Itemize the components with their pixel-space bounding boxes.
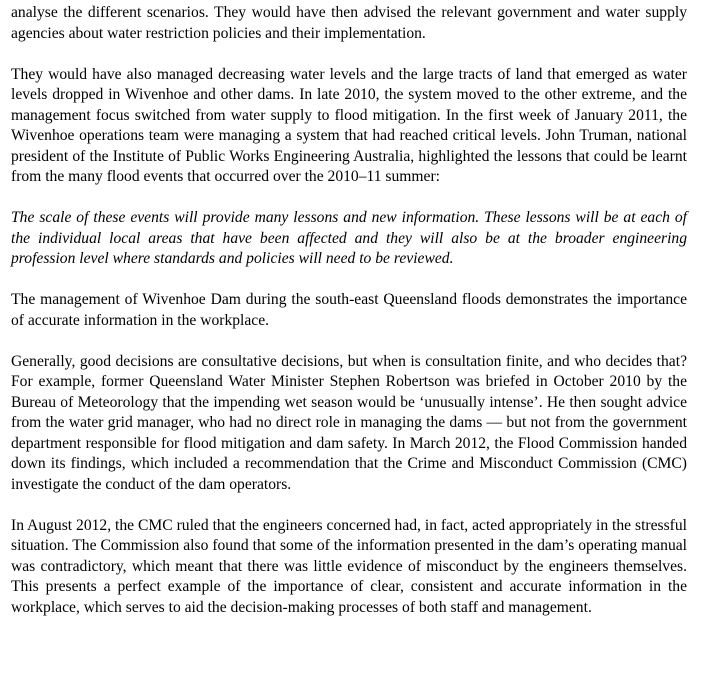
paragraph-wivenhoe-management: The management of Wivenhoe Dam during the south-east Queensland floods demonstrates the importance of accurate information in the workplace. [11, 291, 687, 329]
paragraph-scenarios: analyse the different scenarios. They would have then advised the relevant government and water supply agencies about water restriction policies and their implementation. [11, 4, 687, 42]
quote-john-truman: The scale of these events will provide many lessons and new information. These lessons will be at each of the individual local areas that have been affected and they will also be at the broader engineering profession level where standards and policies will need to be reviewed. [11, 209, 687, 267]
paragraph-consultative-decisions: Generally, good decisions are consultative decisions, but when is consultation finite, and who decides that? For example, former Queensland Water Minister Stephen Robertson was briefed in October 2010 by the Bureau of Meteorology that the impending wet season would be ‘unusually intense’. He then sought advice from the water grid manager, who had no direct role in managing the dams — but not from the government department responsible for flood mitigation and dam safety. In March 2012, the Flood Commission handed down its findings, which included a recommendation that the Crime and Misconduct Commission (CMC) investigate the conduct of the dam operators. [11, 352, 687, 493]
paragraph-cmc-ruling: In August 2012, the CMC ruled that the engineers concerned had, in fact, acted appropriately in the stressful situation. The Commission also found that some of the information presented in the dam’s operating manual was contradictory, which meant that there was little evidence of misconduct by the engineers themselves. This presents a perfect example of the importance of clear, consistent and accurate information in the workplace, which serves to aid the decision-making processes of both staff and management. [11, 516, 687, 616]
paragraph-water-levels: They would have also managed decreasing water levels and the large tracts of land that emerged as water levels dropped in Wivenhoe and other dams. In late 2010, the system moved to the other extreme, and the management focus switched from water supply to flood mitigation. In the first week of January 2011, the Wivenhoe operations team were managing a system that had reached critical levels. John Truman, national president of the Institute of Public Works Engineering Australia, highlighted the lessons that could be learnt from the many flood events that occurred over the 2010–11 summer: [11, 65, 687, 185]
